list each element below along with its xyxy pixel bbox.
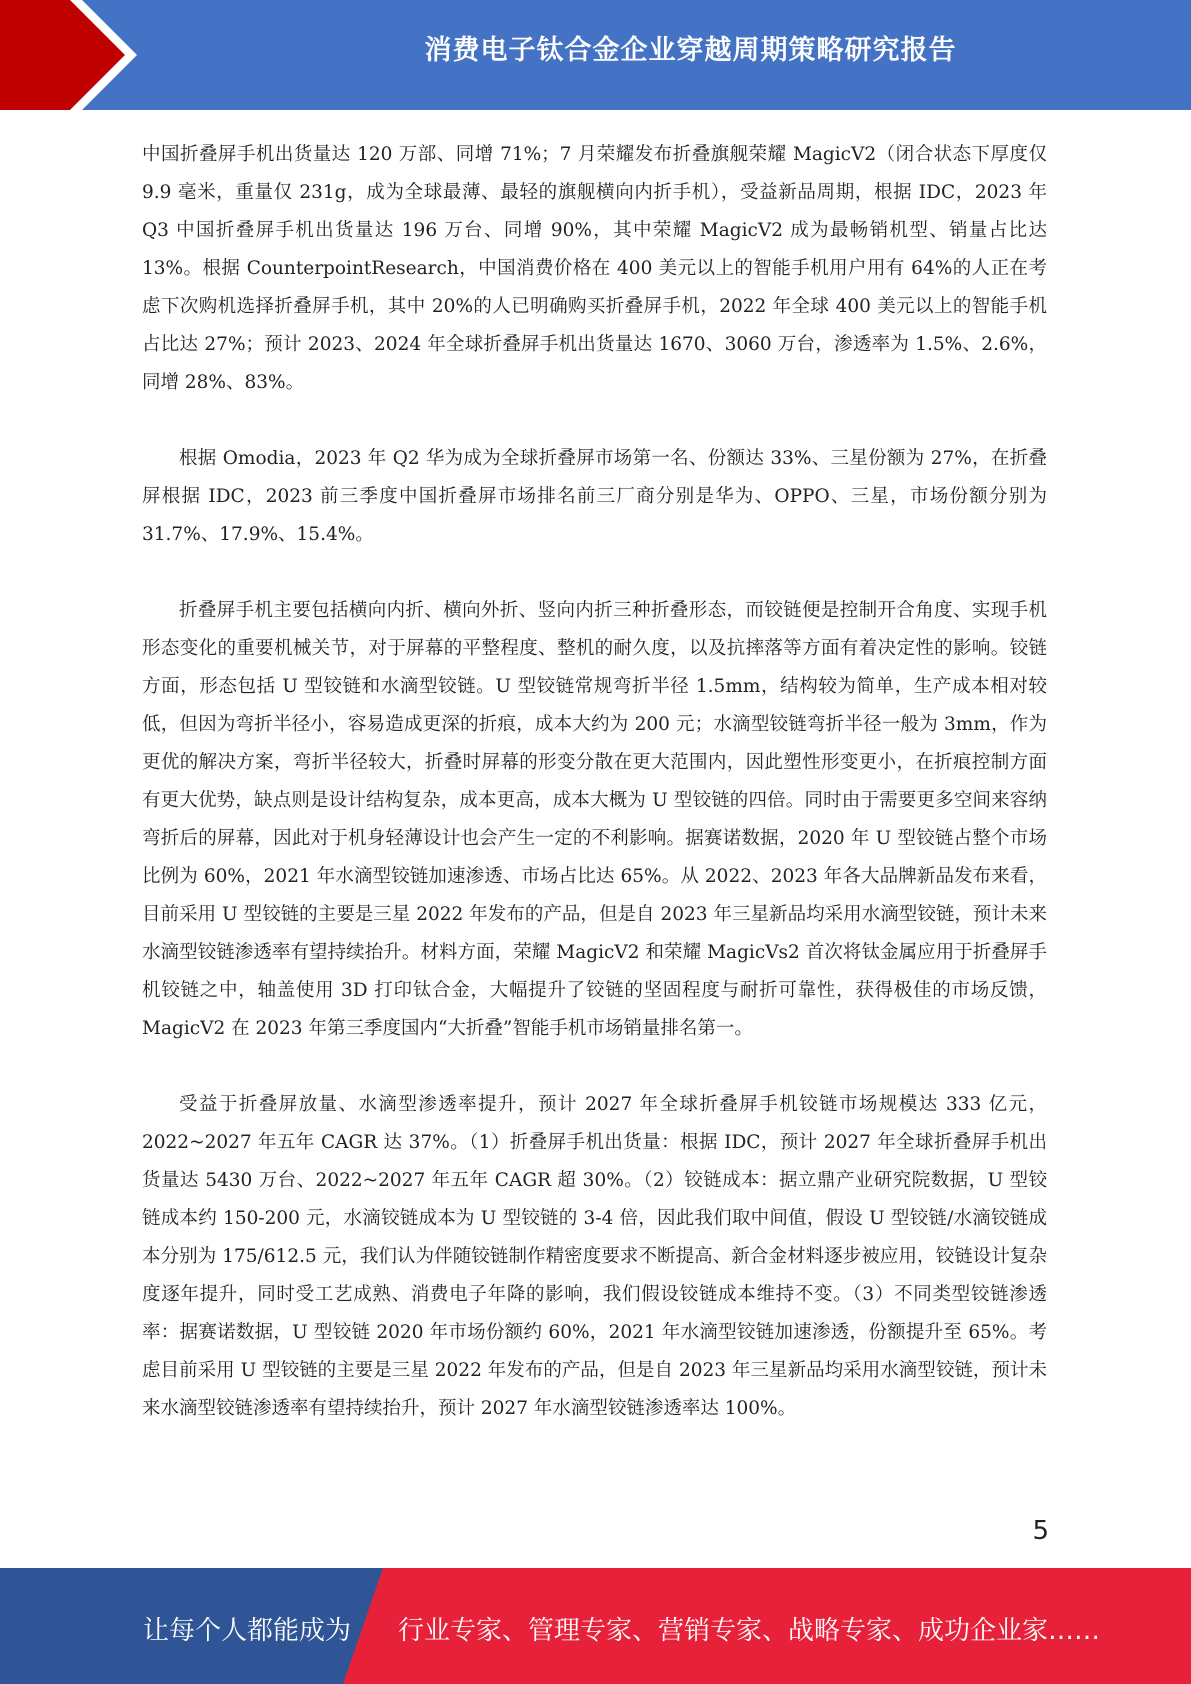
paragraph-4: 受益于折叠屏放量、水滴型渗透率提升，预计 2027 年全球折叠屏手机铰链市场规模达 333 亿元，2022~2027 年五年 CAGR 达 37%。（1）折叠屏手机出货量：根据 IDC，预计 2027 年全球折叠屏手机出货量达 5430 万台、2022~2027 年五年 CAGR 超 30%。（2）铰链成本：据立鼎产业研究院数据，U 型铰链成本约 150-200 元，水滴铰链成本为 U 型铰链的 3-4 倍，因此我们取中间值，假设 U 型铰链/水滴铰链成本分别为 175/612.5 元，我们认为伴随铰链制作精密度要求不断提高、新合金材料逐步被应用，铰链设计复杂度逐年提升，同时受工艺成熟、消费电子年降的影响，我们假设铰链成本维持不变。（3）不同类型铰链渗透率：据赛诺数据，U 型铰链 2020 年市场份额约 60%，2021 年水滴型铰链加速渗透，份额提升至 65%。考虑目前采用 U 型铰链的主要是三星 2022 年发布的产品，但是自 2023 年三星新品均采用水滴型铰链，预计未来水滴型铰链渗透率有望持续抬升，预计 2027 年水滴型铰链渗透率达 100%。 — [142, 1094, 1047, 1419]
document-body — [142, 136, 1047, 1466]
footer-slogan-left: 让每个人都能成为 — [143, 1616, 352, 1646]
paragraph-1: 中国折叠屏手机出货量达 120 万部、同增 71%；7 月荣耀发布折叠旗舰荣耀 MagicV2（闭合状态下厚度仅 9.9 毫米，重量仅 231g，成为全球最薄、最轻的旗舰横向内折手机），受益新品周期，根据 IDC，2023 年 Q3 中国折叠屏手机出货量达 196 万台、同增 90%，其中荣耀 MagicV2 成为最畅销机型、销量占比达 13%。根据 CounterpointResearch，中国消费价格在 400 美元以上的智能手机用户用有 64%的人正在考虑下次购机选择折叠屏手机，其中 20%的人已明确购买折叠屏手机，2022 年全球 400 美元以上的智能手机占比达 27%；预计 2023、2024 年全球折叠屏手机出货量达 1670、3060 万台，渗透率为 1.5%、2.6%，同增 28%、83%。 — [142, 144, 1047, 393]
page-number: 5 — [1032, 1516, 1049, 1546]
header-chevron-decoration — [0, 0, 160, 110]
page-header — [0, 0, 1191, 110]
report-title: 消费电子钛合金企业穿越周期策略研究报告 — [424, 35, 957, 66]
page-footer — [0, 1568, 1191, 1684]
paragraph-3: 折叠屏手机主要包括横向内折、横向外折、竖向内折三种折叠形态，而铰链便是控制开合角度、实现手机形态变化的重要机械关节，对于屏幕的平整程度、整机的耐久度，以及抗摔落等方面有着决定性的影响。铰链方面，形态包括 U 型铰链和水滴型铰链。U 型铰链常规弯折半径 1.5mm，结构较为简单，生产成本相对较低，但因为弯折半径小，容易造成更深的折痕，成本大约为 200 元；水滴型铰链弯折半径一般为 3mm，作为更优的解决方案，弯折半径较大，折叠时屏幕的形变分散在更大范围内，因此塑性形变更小，在折痕控制方面有更大优势，缺点则是设计结构复杂，成本更高，成本大概为 U 型铰链的四倍。同时由于需要更多空间来容纳弯折后的屏幕，因此对于机身轻薄设计也会产生一定的不利影响。据赛诺数据，2020 年 U 型铰链占整个市场比例为 60%，2021 年水滴型铰链加速渗透、市场占比达 65%。从 2022、2023 年各大品牌新品发布来看，目前采用 U 型铰链的主要是三星 2022 年发布的产品，但是自 2023 年三星新品均采用水滴型铰链，预计未来水滴型铰链渗透率有望持续抬升。材料方面，荣耀 MagicV2 和荣耀 MagicVs2 首次将钛金属应用于折叠屏手机铰链之中，轴盖使用 3D 打印钛合金，大幅提升了铰链的坚固程度与耐折可靠性，获得极佳的市场反馈，MagicV2 在 2023 年第三季度国内“大折叠”智能手机市场销量排名第一。 — [142, 600, 1047, 1039]
footer-slogan-right: 行业专家、管理专家、营销专家、战略专家、成功企业家…… — [398, 1616, 1101, 1646]
paragraph-2: 根据 Omodia，2023 年 Q2 华为成为全球折叠屏市场第一名、份额达 33%、三星份额为 27%，在折叠屏根据 IDC，2023 前三季度中国折叠屏市场排名前三厂商分别是华为、OPPO、三星，市场份额分别为 31.7%、17.9%、15.4%。 — [142, 448, 1047, 545]
